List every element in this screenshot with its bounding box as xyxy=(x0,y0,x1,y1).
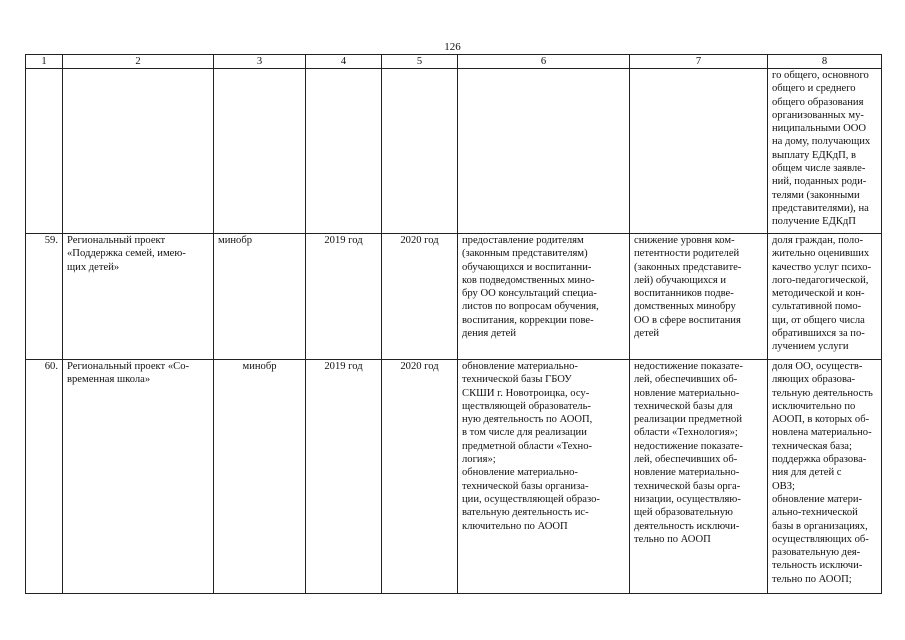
table-row xyxy=(26,234,882,360)
indicator-cell: го общего, основного общего и среднего общего образования организованных му- ниципальными ООО на дому, получающих выплату ЕДКдП, в общем числе заявле- ний, поданных роди- телями (законными представителями), на получение ЕДКдП xyxy=(768,69,882,234)
consequence-cell: снижение уровня ком- петентности родителей (законных представите- лей) обучающихся и воспитанников подве- домственных минобру ОО в сфере воспитания детей xyxy=(630,234,768,360)
indicator-cell: доля ОО, осуществ- ляющих образова- тельную деятельность исключительно по АООП, в которых об- новлена материально- техническая база; поддержка образова- ния для детей с ОВЗ; обновление матери- ально-технической базы в организациях, осуществляющих об- разовательную дея- тельность исключи- тельно по АООП; xyxy=(768,360,882,594)
consequence-cell: недостижение показате- лей, обеспечивших об- новление материально- технической базы для реализации предметной области «Технология»; недостижение показате- лей, обеспечивших об- новление материально- технической базы орга- низации, осуществляю- щей образовательную деятельность исключи- тельно по АООП xyxy=(630,360,768,594)
row-number: 60. xyxy=(26,360,63,594)
header-cell: 5 xyxy=(382,55,458,69)
header-cell: 4 xyxy=(306,55,382,69)
project-cell: Региональный проект «Со- временная школа» xyxy=(63,360,214,594)
empty-cell xyxy=(382,69,458,234)
header-cell: 6 xyxy=(458,55,630,69)
table-row-continuation xyxy=(26,69,882,234)
empty-cell xyxy=(63,69,214,234)
result-cell: предоставление родителям (законным представителям) обучающихся и воспитанни- ков подведомственных мино- бру ОО консультаций специа- листов по вопросам обучения, воспитания, коррекции пове- дения детей xyxy=(458,234,630,360)
plan-table xyxy=(25,54,882,594)
start-year-cell: 2019 год xyxy=(306,234,382,360)
empty-cell xyxy=(214,69,306,234)
empty-cell xyxy=(630,69,768,234)
header-cell: 8 xyxy=(768,55,882,69)
project-cell: Региональный проект «Поддержка семей, имею- щих детей» xyxy=(63,234,214,360)
executor-cell: минобр xyxy=(214,234,306,360)
start-year-cell: 2019 год xyxy=(306,360,382,594)
header-cell: 7 xyxy=(630,55,768,69)
table-row xyxy=(26,360,882,594)
empty-cell xyxy=(458,69,630,234)
indicator-cell: доля граждан, поло- жительно оценивших качество услуг психо- лого-педагогической, методической и кон- сультативной помо- щи, от общего числа обратившихся за по- лучением услуги xyxy=(768,234,882,360)
header-cell: 3 xyxy=(214,55,306,69)
end-year-cell: 2020 год xyxy=(382,234,458,360)
end-year-cell: 2020 год xyxy=(382,360,458,594)
header-cell: 1 xyxy=(26,55,63,69)
page-number: 126 xyxy=(444,41,461,53)
row-number: 59. xyxy=(26,234,63,360)
result-cell: обновление материально- технической базы ГБОУ СКШИ г. Новотроицка, осу- ществляющей образователь- ную деятельность по АООП, в том числе для реализации предметной области «Техно- логия»; обновление материально- технической базы организа- ции, осуществляющей образо- вательную деятельность ис- ключительно по АООП xyxy=(458,360,630,594)
executor-cell: минобр xyxy=(214,360,306,594)
empty-cell xyxy=(26,69,63,234)
empty-cell xyxy=(306,69,382,234)
header-cell: 2 xyxy=(63,55,214,69)
table-header-row xyxy=(26,55,882,69)
